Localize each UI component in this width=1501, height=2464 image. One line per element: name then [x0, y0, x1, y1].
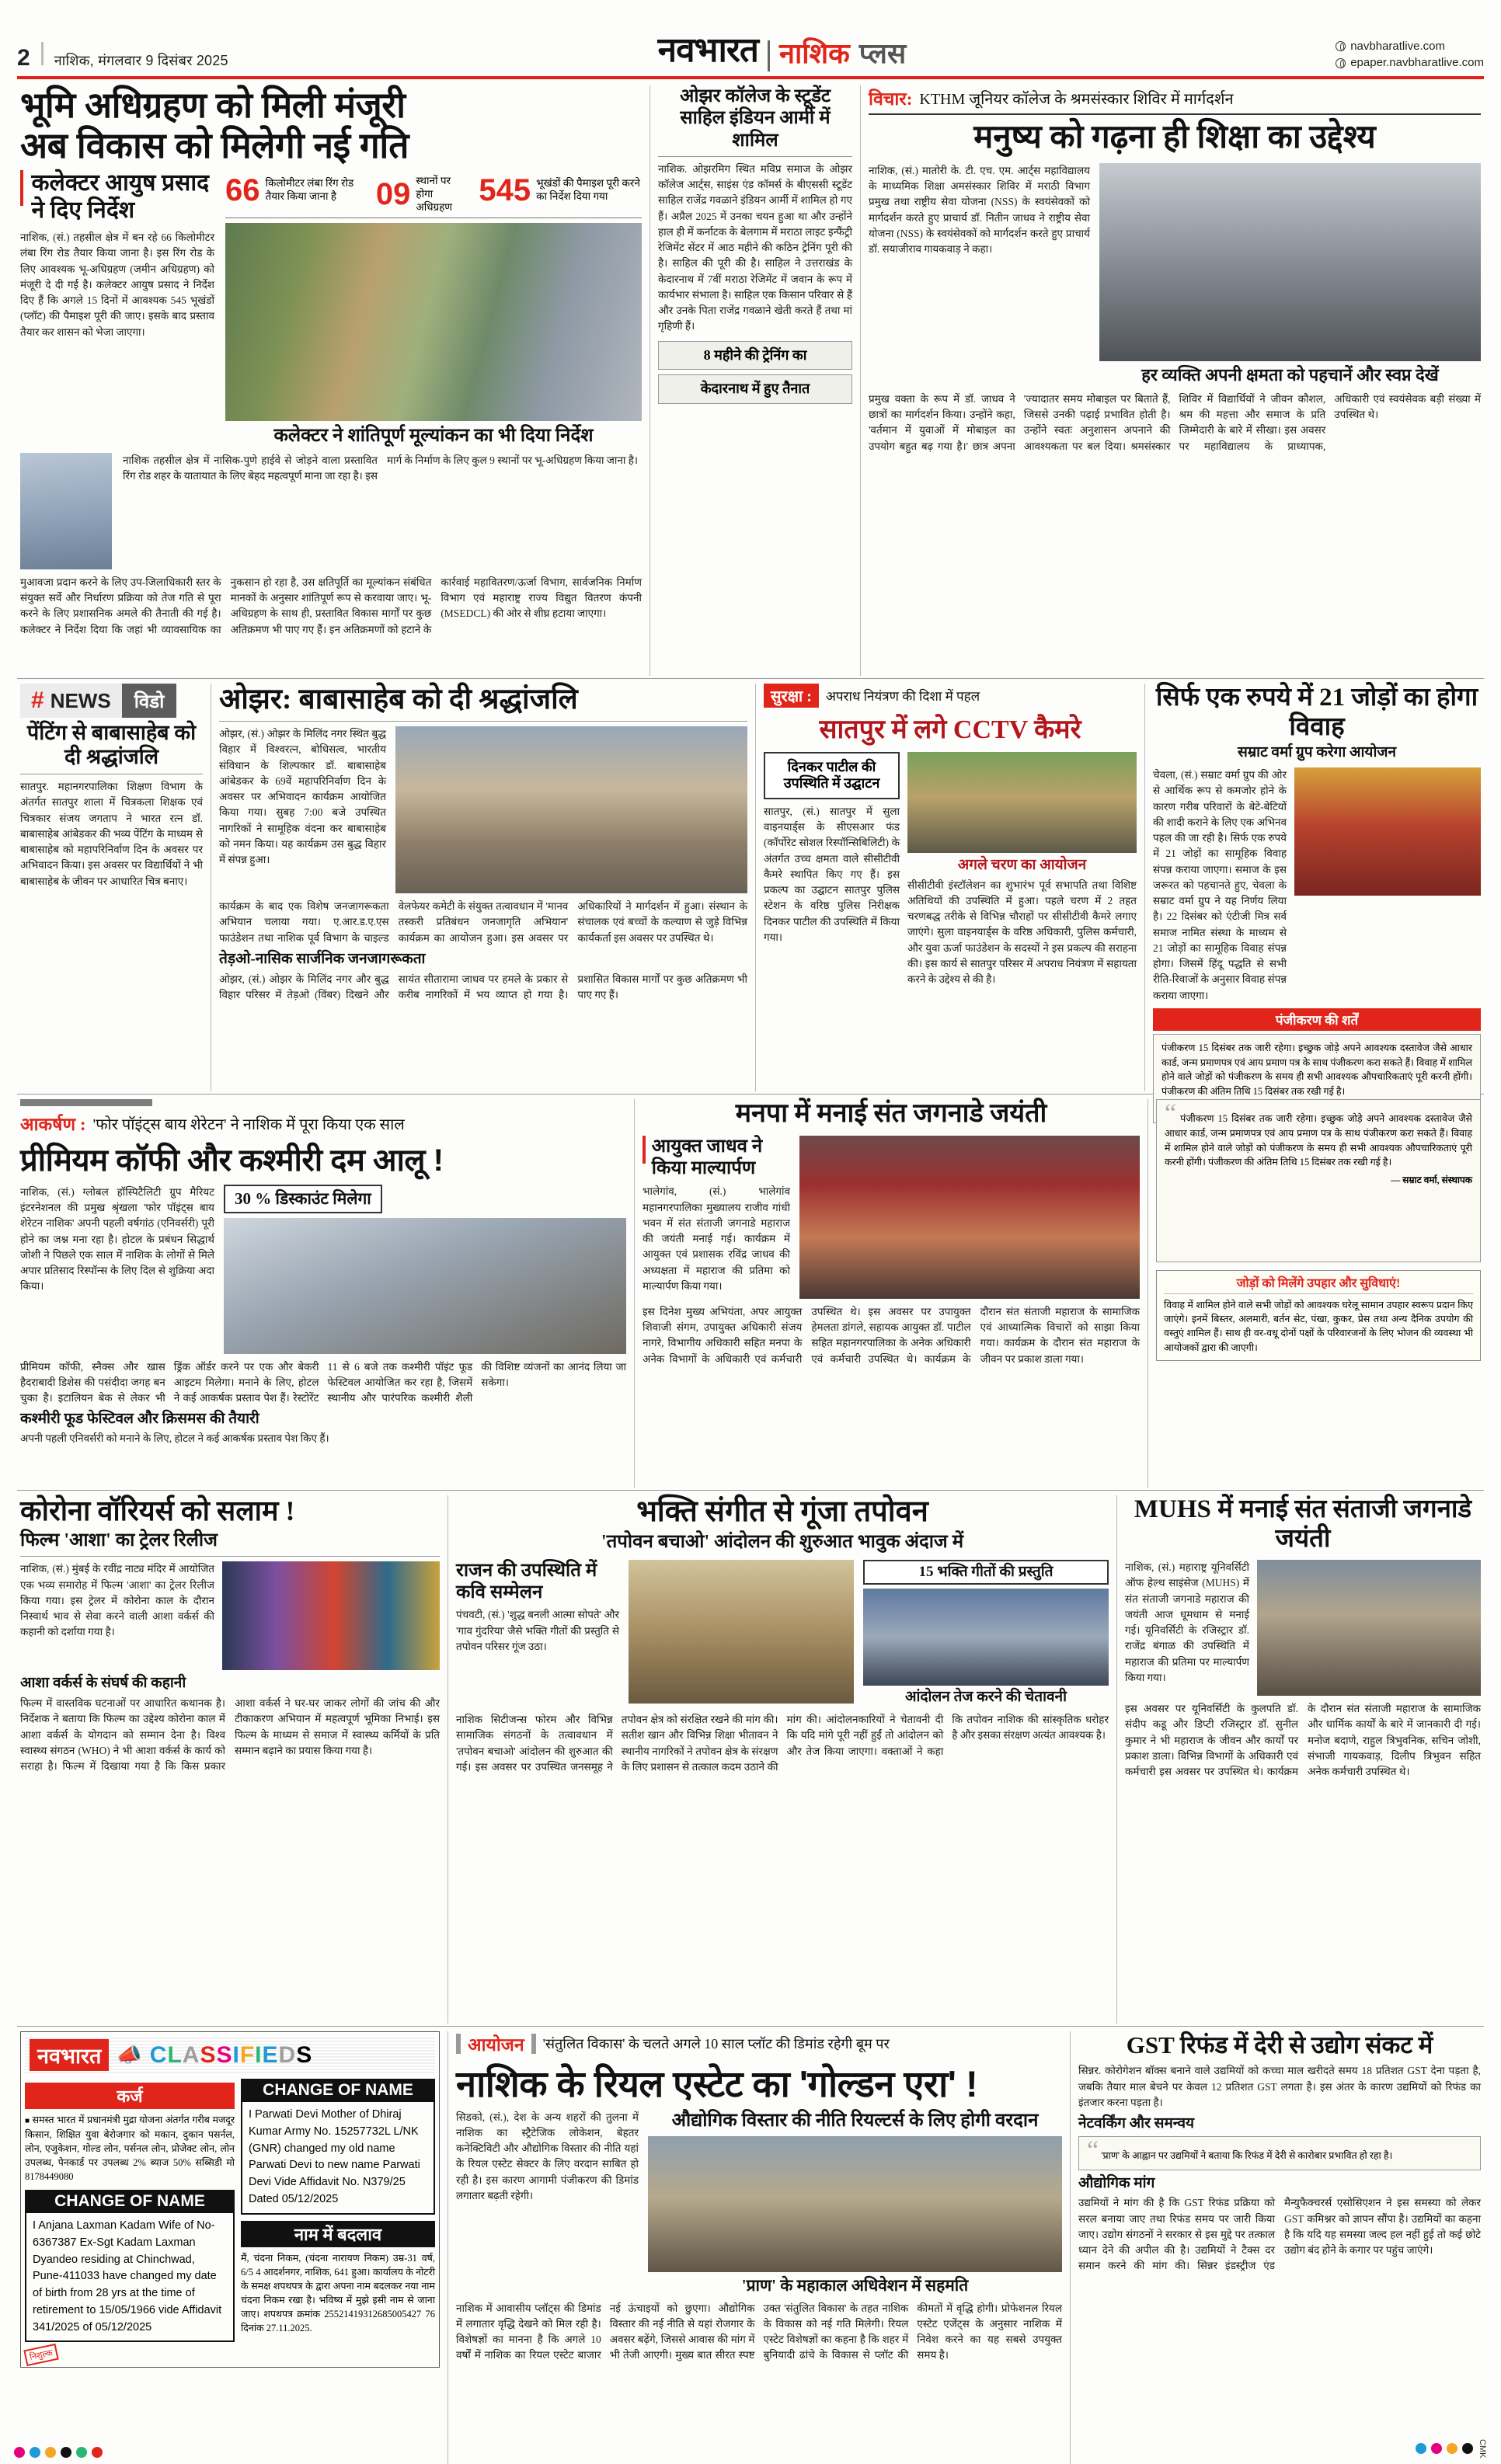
vichar-kicker-line [869, 85, 1481, 115]
news-video-badge[interactable] [20, 684, 203, 718]
vichar-label: विचार: [869, 89, 913, 109]
vivah-extra-box [1148, 1099, 1489, 1488]
vivah-headline: सिर्फ एक रुपये में 21 जोड़ों का होगा विवाह [1155, 684, 1478, 741]
classifieds-loan-body: ■ समस्त भारत में प्रधानमंत्री मुद्रा योजना अंतर्गत गरीब मजदूर किसान, शिक्षित युवा बेरोजगार को मकान, दुकान पसर्नल, लोन, एजुकेशन, गोल्ड लोन, पर्सनल लोन, प्रोजेक्ट लोन, लोन उपलब्ध, पेनकार्ड पर उपलब्ध 2% ब्याज 50% सब्सिडी मो 8178449080 [25, 2113, 235, 2184]
hash-icon: # [31, 687, 44, 713]
masthead [12, 11, 1489, 71]
cctv-story [756, 684, 1144, 1091]
realestate-body-1: नाशिक में आवासीय प्लॉट्स की डिमांड में लगातार वृद्धि देखने को मिल रही है। विशेषज्ञों का मानना है कि अगले 10 वर्षों में नाशिक का रियल एस्टेट बाजार नई ऊंचाइयों को छुएगा। औद्योगिक विस्तार की नई नीति से यहां रोजगार के अवसर बढ़ेंगे, जिससे आवास की मांग में भी तेजी आएगी। [456, 2302, 755, 2361]
corona-sub1: आशा वर्कर्स के संघर्ष की कहानी [20, 1675, 186, 1692]
muhs-body [1125, 1701, 1481, 1780]
stat-item [376, 175, 468, 214]
classifieds-col-right [241, 2079, 435, 2363]
top-section [12, 85, 1489, 676]
vivah-photo-block [1294, 767, 1481, 1004]
video-label: विडो [122, 684, 177, 718]
vichar-body-text: प्रमुख वक्ता के रूप में डॉ. जाधव ने छात्रों का मार्गदर्शन किया। उन्होंने कहा, 'वर्तमान में युवाओं में मोबाइल का उपयोग बहुत बढ़ गया है।' छात्र अपना 'ज्यादातर समय मोबाइल पर बिताते हैं, जिससे उनकी पढ़ाई प्रभावित होती है। उन्होंने स्वतः अनुशासन अपनाने की आवश्यकता पर बल दिया। श्रमसंस्कार शिविर में विद्यार्थियों ने जीवन कौशल, श्रम की महत्ता और समाज के प्रति जिम्मेदारी के बारे में सीखा। इस अवसर पर महाविद्यालय के प्राध्यापक, अधिकारी एवं स्वयंसेवक बड़ी संख्या में उपस्थित थे। [869, 392, 1481, 452]
muhs-headline: MUHS में मनाई संत संताजी जगनाडे जयंती [1134, 1495, 1472, 1553]
classifieds-change-title-2: CHANGE OF NAME [25, 2190, 235, 2213]
lead-byline: नाशिक, (सं.) तहसील क्षेत्र में बन रहे 66 किलोमीटर लंबा रिंग रोड तैयार किया जाना है। इस रिंग रोड के लिए आवश्यक भू-अधिग्रहण (जमीन अधिग्रहण) को मंजूरी दे दी गई है। कलेक्टर आयुष प्रसाद ने निर्देश दिए हैं कि अगले 15 दिनों में आवश्यक 545 भूखंडों (प्लॉट) की पैमाइश पूरी की जाए। इसके बाद प्रस्ताव तैयार कर शासन को भेजा जाएगा। [20, 231, 214, 338]
realestate-photo [648, 2136, 1062, 2272]
muhs-story [1117, 1495, 1489, 2024]
lead-stats-and-photo [225, 170, 642, 447]
corona-photo-block [222, 1561, 440, 1670]
cmyk-marks-right [1416, 2439, 1487, 2458]
tapovan-subhead: 'तपोवन बचाओ' आंदोलन की शुरुआत भावुक अंदाज में [601, 1532, 964, 1553]
realestate-story [448, 2031, 1070, 2464]
classifieds-section [12, 2031, 448, 2464]
classifieds-header [25, 2036, 435, 2074]
news-video-story [12, 684, 211, 1091]
realestate-photo-caption: 'प्राण' के महाकाल अधिवेशन में सहमति [741, 2275, 969, 2295]
tapovan-photo [629, 1560, 854, 1704]
manpa-byline: भालेगांव, (सं.) भालेगांव महानगरपालिका मुख्यालय राजीव गांधी भवन में संत संताजी जगनाडे महाराज की जयंती मनाई गई। कार्यक्रम में आयुक्त एवं प्रशासक रविंद्र जाधव की अध्यक्षता में महाराज की प्रतिमा को माल्यार्पण किया गया। [643, 1185, 790, 1292]
megaphone-icon: 📣 [117, 2043, 142, 2066]
gst-story [1071, 2031, 1489, 2464]
brand-separator [768, 40, 770, 71]
manpa-body [643, 1304, 1140, 1367]
lead-story [12, 85, 650, 676]
muhs-photo-block [1257, 1560, 1481, 1696]
vivah-side-note [1156, 1099, 1481, 1262]
masthead-links [1336, 38, 1484, 72]
tapovan-body-2: सतीश खान और विभिन्न शिक्षा भीतावन ने स्थानीय नागरिकों ने तपोवन क्षेत्र के संरक्षण के लिए प्रशासन से तत्काल कदम उठाने की मांग की। आंदोलनकारियों ने चेतावनी दी कि यदि मांगे पूरी नहीं हुईं तो आंदोलन को और तेज किया जाएगा। वक्ताओं ने कहा कि तपोवन नाशिक की सांस्कृतिक धरोहर है और इसका संरक्षण अत्यंत आवश्यक है। [621, 1714, 1109, 1773]
army-headline: ओझर कॉलेज के स्टूडेंट साहिल इंडियन आर्मी में शामिल [679, 86, 831, 151]
tapovan-sub2: राजन की उपस्थिति में कवि सम्मेलन [456, 1560, 597, 1603]
manpa-subhead: आयुक्त जाधव ने किया माल्यार्पण [651, 1136, 763, 1179]
vivah-body: चेवला, (सं.) सम्राट वर्मा ग्रुप की ओर से आर्थिक रूप से कमजोर होने के कारण गरीब परिवारों के बेटे-बेटियों की शादी कराने के लिए एक अभिनव पहल की जा रही है। सिर्फ एक रुपये में 21 जोड़ों का सामूहिक विवाह संपन्न कराया जाएगा। समाज के इस जरूरत को पहचानते हुए, चेवला के सम्राट वर्मा ग्रुप ने यह निर्णय लिया है। 22 दिसंबर को एंटीजी मित्र सर्व समाज नामित संस्था के माध्यम से 21 जोड़ों का सामूहिक विवाह संपन्न होगा। जिसमें हिंदू पद्धति से सभी रीति-रिवाजों के अनुसार विवाह संपन्न कराया जाएगा। [1153, 769, 1287, 1001]
cmyk-label: CMK [1478, 2438, 1487, 2458]
grey-accent-bar [20, 1099, 152, 1106]
vivah-story [1145, 684, 1489, 1098]
ozhar-photo [395, 726, 747, 893]
stat-text: स्थानों पर होगा अधिग्रहण [416, 175, 453, 213]
tapovan-byline: पंचवटी, (सं.) 'शुद्ध बनली आत्मा सोपते' और 'गाव गुंदरिया' जैसे भक्ति गीतों की प्रस्तुति से तपोवन परिसर गूंज उठा। [456, 1609, 619, 1652]
tapovan-left [456, 1560, 619, 1707]
stat-item [225, 175, 365, 206]
corona-headline: कोरोना वॉरियर्स को सलाम ! [20, 1495, 295, 1526]
corona-photo [222, 1561, 440, 1670]
aayojan-label: आयोजन [468, 2035, 524, 2055]
tapovan-photo-caption: आंदोलन तेज करने की चेतावनी [904, 1689, 1067, 1706]
realestate-subhead: औद्योगिक विस्तार की नीति रियल्टर्स के लिए होगी वरदान [671, 2110, 1039, 2131]
realestate-body [456, 2301, 1062, 2364]
tapovan-badge [863, 1560, 1109, 1585]
globe-icon [1336, 58, 1346, 68]
masthead-logo [228, 25, 1336, 71]
manpa-story [635, 1099, 1148, 1488]
muhs-byline: नाशिक, (सं.) महाराष्ट्र यूनिवर्सिटी ऑफ हेल्थ साइंसेज (MUHS) में संत संताजी जगनाडे महाराज की जयंती आज धूमधाम से मनाई गई। यूनिवर्सिटी के रजिस्ट्रार डॉ. राजेंद्र बंगाळ की उपस्थिति में महाराज की प्रतिमा पर माल्यार्पण किया गया। [1125, 1561, 1249, 1683]
section-rule [17, 2026, 1484, 2027]
gst-headline: GST रिफंड में देरी से उद्योग संकट में [1126, 2031, 1433, 2059]
cctv-inset-1-text: दिनकर पाटील की उपस्थिति में उद्घाटन [783, 758, 880, 792]
realestate-kicker: 'संतुलित विकास' के चलते अगले 10 साल प्लॉट की डिमांड रहेगी बूम पर [542, 2036, 890, 2052]
website-link[interactable] [1336, 38, 1484, 55]
section-rule [17, 1490, 1484, 1491]
section-rule [17, 678, 1484, 679]
sheraton-right [224, 1185, 626, 1354]
cctv-byline: सातपुर, (सं.) सातपुर में सुला वाइनयार्ड्स के सीएसआर फंड (कॉर्पोरेट सोशल रिस्पॉन्सिबिलिटी) के अंतर्गत उच्च क्षमता वाले सीसीटीवी कैमरे स्थापित किए गए हैं। इस प्रकल्प का उद्घाटन सातपुर पुलिस स्टेशन के वरिष्ठ पुलिस निरीक्षक दिनकर पाटील की उपस्थिति में किया गया। [764, 805, 900, 943]
ozhar-body-2 [219, 899, 747, 946]
vichar-body [869, 392, 1481, 454]
lead-headline-line1: भूमि अधिग्रहण को मिली मंजूरी [20, 85, 406, 125]
muhs-body-1: इस अवसर पर यूनिवर्सिटी के कुलपति डॉ. संदीप कडू और डिप्टी रजिस्ट्रार डॉ. सुनील कुमार ने भी महाराज के जीवन और कार्यों पर प्रकाश डाला। विभिन्न विभागों के अधिकारी एवं कर्मचारी इस अवसर पर उपस्थित थे। कार्यक्रम के दौरान संत संताजी महाराज के सामाजिक और धार्मिक कार्यों के बारे में जानकारी दी गई। [1125, 1703, 1481, 1778]
accent-bar [643, 1136, 646, 1164]
epaper-url: epaper.navbharatlive.com [1350, 56, 1484, 70]
gst-body [1078, 2195, 1481, 2274]
tapovan-photo-2 [863, 1589, 1109, 1686]
painting-headline: पेंटिंग से बाबासाहेब को दी श्रद्धांजलि [26, 721, 197, 769]
sheraton-left [20, 1185, 214, 1354]
vichar-byline: नाशिक, (सं.) मातोरी के. टी. एच. एम. आर्ट्स महाविद्यालय के माध्यमिक शिक्षा अमसंस्कार शिविर में मराठी विभाग प्रमुख तथा राष्ट्रीय सेवा योजना (NSS) के स्वयंसेवकों को मार्गदर्शन करते हुए प्राचार्य डॉ. नितीन जाधव ने राष्ट्रीय सेवा योजना (NSS) के स्वयंसेवकों को मार्गदर्शन करते हुए प्राचार्य डॉ. सयाजीराव गायकवाड़ ने कहा। [869, 164, 1090, 256]
bottom-section [12, 2031, 1489, 2464]
cctv-body: सीसीटीवी इंस्टॉलेशन का शुभारंभ पूर्व सभापति तथा विशिष्ट अतिथियों की उपस्थिति में हुआ। पहले चरण में 2 तहत चरणबद्ध तरीके से विभिन्न चौराहों पर सीसीटीवी कैमरे लगाए जाएंगे। सुला वाइनयार्ड्स के वरिष्ठ अधिकारी, पुलिस कर्मचारी, और युवा ऊर्जा फाउंडेशन के सदस्यों ने इस प्रकल्प की सराहना की। इस कार्य से सातपुर परिसर में अपराध नियंत्रण में सहायता करने के उद्देश्य से की है। [907, 879, 1137, 986]
brand-name: नवभारत [657, 31, 758, 69]
cctv-kicker-line [764, 684, 1137, 711]
vichar-photo [1099, 163, 1481, 361]
vivah-photo [1294, 767, 1481, 896]
masthead-left [17, 42, 228, 71]
classifieds-cat-name: नाम में बदलाव [241, 2221, 435, 2247]
classifieds-name-body: मैं, चंदना निकम, (चंदना नारायण निकम) उम्र-31 वर्ष, 6/5 4 आदर्शनगर, नाशिक, 641 हुआ। कार्यालय के नोटरी के समक्ष शपथपत्र के द्वारा अपना नाम बदलकर नया नाम चंदना निकम रखा है। भविष्य में मुझे इसी नाम से जाना जाए। शपथपत्र क्रमांक 25521419312685005427 76 दिनांक 27.11.2025. [241, 2252, 435, 2334]
stat-number: 545 [479, 173, 531, 208]
manpa-left [643, 1136, 790, 1299]
ozhar-photo-block [395, 726, 747, 893]
cctv-left [764, 752, 900, 988]
red-rule [17, 76, 1484, 79]
vichar-headline: मनुष्य को गढ़ना ही शिक्षा का उद्देश्य [973, 120, 1376, 155]
ozhar-body-3 [219, 972, 747, 1004]
corona-subhead: फिल्म 'आशा' का ट्रेलर रिलीज [20, 1530, 218, 1551]
sheraton-discount-badge [224, 1185, 382, 1213]
vivah-gift-title: जोड़ों को मिलेंगे उपहार और सुविधाएं! [1164, 1276, 1473, 1294]
accent-bar [20, 170, 23, 206]
corona-body-1: फिल्म में वास्तविक घटनाओं पर आधारित कथानक है। निर्देशक ने बताया कि फिल्म का उद्देश्य कोरोना काल में आशा वर्कर्स के योगदान को सम्मान देना है। [20, 1697, 225, 1741]
army-inset-1 [658, 341, 852, 371]
cmyk-marks [14, 2447, 103, 2458]
ozhar-body-3-text: ओझर, (सं.) ओझर के मिलिंद नगर और बुद्ध विहार परिसर में तेड़ओ (विंबर) दिखने और सायंत सीतारामा जाधव पर हमले के प्रकार से करीब नागरिकों में भय व्याप्त हो गया है। प्रशासित विकास मार्गों पर कुछ अतिक्रमण भी पाए गए हैं। [219, 973, 747, 1001]
sheraton-story [12, 1099, 634, 1488]
third-section [12, 1099, 1489, 1488]
cctv-kicker: अपराध नियंत्रण की दिशा में पहल [825, 689, 980, 704]
sheraton-sub1: कश्मीरी फूड फेस्टिवल और क्रिसमस की तैयारी [20, 1410, 259, 1427]
ozhar-subhead: तेड़ओ-नासिक सार्जनिक जनजागरूकता [219, 950, 426, 967]
army-inset-2 [658, 374, 852, 404]
fourth-section [12, 1495, 1489, 2024]
vichar-story [861, 85, 1489, 676]
muhs-body-2: मनोज बदाणे, राहुल त्रिभुवनिक, सचिन जोशी, संभाजी गायकवाड़, दिलीप त्रिभुवन सहित अनेक कर्मचारी उपस्थित थे। [1308, 1734, 1481, 1778]
cctv-headline: सातपुर में लगे CCTV कैमरे [819, 715, 1081, 744]
classifieds-change-1: I Parwati Devi Mother of Dhiraj Kumar Army No. 15257732L L/NK (GNR) changed my old name Parwati Devi to new name Parwati Devi Vide Affidavit No. N379/25 Dated 05/12/2025 [241, 2102, 435, 2215]
stat-group [225, 175, 642, 214]
tapovan-headline: भक्ति संगीत से गूंजा तपोवन [636, 1495, 928, 1528]
muhs-photo [1257, 1560, 1481, 1696]
stamp-icon: निशुल्क [23, 2344, 58, 2366]
ozhar-body-2-text: कार्यक्रम के बाद एक विशेष जनजागरूकता अभियान चलाया गया। ए.आर.ड.ए.एस फाउंडेशन तथा नाशिक पूर्व विभाग के चाइल्ड वेलफेयर कमेटी के संयुक्त तत्वावधान में 'मानव तस्करी प्रतिबंधन जनजागृति अभियान' कार्यक्रम का आयोजन हुआ। इस अवसर पर अधिकारियों ने मार्गदर्शन में हुआ। संस्थान के संचालक एवं बच्चों के कल्याण से जुड़े विभिन्न कार्यकर्ता इस अवसर पर उपस्थित थे। [219, 900, 747, 944]
vivah-box-body: पंजीकरण 15 दिसंबर तक जारी रहेगा। इच्छुक जोड़े अपने आवश्यक दस्तावेज जैसे आधार कार्ड, जन्म प्रमाणपत्र एवं आय प्रमाण पत्र के साथ पंजीकरण करा सकते हैं। विवाह में शामिल होने वाले जोड़ों को पंजीकरण के समय ही सभी आवश्यक औपचारिकताएं पूरी करनी होंगी। पंजीकरण की अंतिम तिथि 15 दिसंबर तक रखी गई है। [1161, 1042, 1472, 1098]
page-number: 2 [17, 45, 30, 71]
army-inset-1-text: 8 महीने की ट्रेनिंग का [703, 346, 807, 363]
accent-bar [531, 2034, 536, 2054]
sheraton-kicker: 'फोर पॉइंट्स बाय शेरेटन' ने नाशिक में पूरा किया एक साल [92, 1115, 405, 1133]
vivah-side-note-body: पंजीकरण 15 दिसंबर तक जारी रहेगा। इच्छुक जोड़े अपने आवश्यक दस्तावेज जैसे आधार कार्ड, जन्म प्रमाणपत्र एवं आय प्रमाण पत्र के साथ पंजीकरण करा सकते हैं। विवाह में शामिल होने वाले जोड़ों को पंजीकरण के समय ही सभी आवश्यक औपचारिकताएं पूरी करनी होंगी। पंजीकरण की अंतिम तिथि 15 दिसंबर तक रखी गई है। [1165, 1113, 1472, 1168]
manpa-photo-block [799, 1136, 1140, 1299]
classifieds-cat-loan: कर्ज [25, 2083, 235, 2109]
cctv-inset-2: अगले चरण का आयोजन [957, 856, 1087, 873]
quote-icon: “ [1165, 1099, 1177, 1128]
epaper-link[interactable] [1336, 54, 1484, 71]
stat-text: भूखंडों की पैमाइश पूरी करने का निर्देश दिया गया [536, 177, 640, 203]
corona-body-2: विश्व स्वास्थ्य संगठन (WHO) ने भी आशा वर्कर्स के कार्य को सराहा है। फिल्म में दिखाया गया है कि किस प्रकार आशा वर्कर्स ने घर-घर जाकर लोगों की जांच की और टीकाकरण अभियान में महत्वपूर्ण भूमिका निभाई। इस फिल्म के माध्यम से समाज में स्वास्थ्य कर्मियों के प्रति सम्मान बढ़ाने का प्रयास किया गया है। [20, 1697, 440, 1773]
second-section [12, 684, 1489, 1098]
tapovan-photo-block [629, 1560, 854, 1707]
realestate-headline: नाशिक के रियल एस्टेट का 'गोल्डन एरा' ! [456, 2063, 978, 2104]
cctv-photo [907, 752, 1137, 853]
aakarshan-label: आकर्षण : [20, 1115, 86, 1134]
tapovan-body-1: नाशिक सिटीजन्स फोरम और विभिन्न सामाजिक संगठनों के तत्वावधान में 'तपोवन बचाओ' आंदोलन की शुरुआत की गई। इस अवसर पर उपस्थित जनसमूह ने तपोवन क्षेत्र को संरक्षित रखने की मांग की। [456, 1714, 778, 1773]
classifieds-wrap [20, 2031, 440, 2368]
edition-city: नाशिक [778, 37, 850, 69]
sheraton-body-2: मनाने के लिए, होटल ने कई आकर्षक प्रस्ताव पेश हैं। रेस्टोरेंट 11 से 6 बजे तक कश्मीरी पॉइंट फूड फेस्टिवल आयोजित कर रहा है, जिसमें स्थानीय और पारंपरिक कश्मीरी शैली की विशिष्ट व्यंजनों का आनंद लिया जा सकेगा। [173, 1360, 626, 1404]
vivah-box-title: पंजीकरण की शर्तें [1153, 1008, 1481, 1031]
sheraton-photo [224, 1218, 626, 1354]
lead-body-1: नाशिक तहसील क्षेत्र में नासिक-पुणे हाईवे से जोड़ने वाला प्रस्तावित रिंग रोड शहर के यातायात के लिए बेहद महत्वपूर्ण माना जा रहा है। इस मार्ग के निर्माण के लिए कुल 9 स्थानों पर भू-अधिग्रहण किया जाना है। [123, 454, 639, 482]
lead-body-top [123, 453, 642, 569]
sheraton-sub1-body: अपनी पहली एनिवर्सरी को मनाने के लिए, होटल ने कई आकर्षक प्रस्ताव पेश किए हैं। [20, 1432, 329, 1444]
vivah-gift-body: विवाह में शामिल होने वाले सभी जोड़ों को आवश्यक घरेलू सामान उपहार स्वरूप प्रदान किए जाएंगे। इनमें बिस्तर, अलमारी, बर्तन सेट, पंखा, कुकर, प्रेस तथा अन्य दैनिक उपयोग की वस्तुएं शामिल हैं। साथ ही वर-वधू दोनों पक्षों के परिवारजनों के लिए भोजन की व्यवस्था भी आयोजकों द्वारा की जाएगी। [1164, 1300, 1473, 1353]
lead-photo-caption: कलेक्टर ने शांतिपूर्ण मूल्यांकन का भी दिया निर्देश [273, 425, 594, 446]
vichar-photo-block [1099, 163, 1481, 385]
sheraton-body [20, 1359, 626, 1407]
stat-item [479, 175, 642, 206]
vichar-kicker: KTHM जूनियर कॉलेज के श्रमसंस्कार शिविर में मार्गदर्शन [919, 90, 1234, 108]
corona-byline: नाशिक, (सं.) मुंबई के रवींद्र नाट्य मंदिर में आयोजित एक भव्य समारोह में फिल्म 'आशा' का ट्रेलर रिलीज किया गया। इस ट्रेलर में कोरोना काल के दौरान निस्वार्थ भाव से सेवा करने वाली आशा वर्कर्स की कहानी को दर्शाया गया है। [20, 1563, 214, 1638]
classifieds-change-2: I Anjana Laxman Kadam Wife of No-6367387 Ex-Sgt Kadam Laxman Dyandeo residing at Chinchwad, Pune-411033 have changed my date of birth from 28 yrs at the time of retirement to 15/05/1966 vide Affidavit 341/2025 of 05/12/2025 [25, 2213, 235, 2342]
classifieds-title: CLASSIFIEDS [149, 2041, 313, 2068]
ozhar-body-1: ओझर, (सं.) ओझर के मिलिंद नगर स्थित बुद्ध विहार में विश्वरत्न, बोधिसत्व, भारतीय संविधान के शिल्पकार डॉ. बाबासाहेब आंबेडकर के 69वें महापरिनिर्वाण दिन के अवसर पर अभिवादन कार्यक्रम आयोजित किया गया। सुबह 7:00 बजे उपस्थित नागरिकों ने सामूहिक वंदना कर बाबासाहेब को नमन किया। यह कार्यक्रम उस बुद्ध विहार में संपन्न हुआ। [219, 728, 386, 866]
corona-body [20, 1696, 440, 1774]
news-label: NEWS [50, 688, 111, 712]
lead-photo [225, 223, 642, 421]
suraksha-label: सुरक्षा : [764, 684, 819, 708]
ozhar-headline: ओझर: बाबासाहेब को दी श्रद्धांजलि [219, 684, 578, 715]
gst-body-2: उद्यमियों ने टैक्स दर समान करने की मांग की। सिन्नर इंडस्ट्रीज एंड मैन्युफैक्चरर्स एसोसिएशन ने इस समस्या को लेकर GST कमिश्नर को ज्ञापन सौंपा है। उद्यमियों का कहना है कि यदि यह समस्या जल्द हल नहीं हुई तो कई छोटे उद्योग बंद होने के कगार पर पहुंच जाएंगे। [1078, 2197, 1481, 2272]
gst-quote-text: 'प्राण' के आह्वान पर उद्यमियों ने बताया कि रिफंड में देरी से कारोबार प्रभावित हो रहा है। [1101, 2149, 1393, 2161]
vivah-side-sign: — सम्राट वर्मा, संस्थापक [1391, 1175, 1472, 1185]
stat-number: 09 [375, 177, 411, 212]
army-inset-2-text: केदारनाथ में हुए तैनात [700, 381, 810, 397]
ozhar-army-story [650, 85, 860, 676]
manpa-photo [799, 1136, 1140, 1299]
sheraton-kicker-line [20, 1111, 626, 1139]
collector-portrait [20, 453, 112, 569]
cctv-right [907, 752, 1137, 988]
gst-quote [1078, 2136, 1481, 2170]
army-body: नाशिक. ओझरमिग स्थित मविप्र समाज के ओझर कॉलेज आर्ट्स, साइंस एंड कॉमर्स के बीएससी स्टूडेंट साहिल राजेंद्र गवळाने इंडियन आर्मी में शामिल हो गए हैं। अप्रैल 2025 में उनका चयन हुआ था और उन्होंने हाल ही में कर्नाटक के बेलगाम में मराठा लाइट इन्फैंट्री रेजिमेंट सेंटर में आठ महीने की कठिन ट्रेनिंग पूरी की है। साहिल की पूरी की है। साहिल ने उत्तराखंड के केदारनाथ में 7वीं मराठा रेजिमेंट में जवान के रूप में कार्यभार संभाला है। साहिल एक किसान परिवार से हैं और उनके पिता राजेंद्र गवळाने खेती करते हैं तथा मां गृहिणी हैं। [658, 162, 852, 332]
corona-story [12, 1495, 448, 2024]
news-badge [20, 684, 122, 718]
sheraton-badge-text: 30 % डिस्काउंट मिलेगा [235, 1188, 371, 1208]
lead-headline-line2: अब विकास को मिलेगी नई गति [20, 124, 409, 165]
classifieds-brand: नवभारत [30, 2039, 109, 2071]
realestate-body-2: मुख्य बात सीरत स्पष्ट उक्त 'संतुलित विकास' के तहत नाशिक के विकास को नई गति मिलेगी। रियल एस्टेट विशेषज्ञों का कहना है कि शहर में बुनियादी ढांचे के विकास से प्लॉट की कीमतों में वृद्धि होगी। प्रोफेशनल रियल एस्टेट एजेंट्स के अनुसार नाशिक में निवेश करने का यह सबसे उपयुक्त समय है। [675, 2302, 1062, 2361]
accent-bar [456, 2034, 461, 2054]
dateline: नाशिक, मंगलवार 9 दिसंबर 2025 [54, 53, 228, 68]
classifieds-stamp [25, 2347, 235, 2363]
tapovan-body [456, 1712, 1109, 1775]
lead-body-2: मुआवजा प्रदान करने के लिए उप-जिलाधिकारी स्तर के संयुक्त सर्वे और निर्धारण प्रक्रिया को तेज गति से पूरा करने के लिए प्रशासनिक अमले की तैनाती की गई है। कलेक्टर ने निर्देश दिया कि जहां भी व्यावसायिक का नुकसान हो रहा है, उस क्षतिपूर्ति का मूल्यांकन संबंधित मानकों के अनुसार शांतिपूर्ण रूप से करवाया जाए। भू-अधिग्रहण के साथ ही, प्रस्तावित विकास मार्गों पर कुछ अतिक्रमण भी पाए गए हैं। इन अतिक्रमणों को हटाने के कार्रवाई महावितरण/ऊर्जा विभाग, सार्वजनिक निर्माण विभाग एवं महाराष्ट्र राज्य विद्युत वितरण कंपनी (MSEDCL) की ओर से शीघ्र हटाया जाएगा। [20, 576, 642, 635]
realestate-kicker-line [456, 2031, 1062, 2059]
vivah-subhead: सम्राट वर्मा ग्रुप करेगा आयोजन [1237, 744, 1397, 761]
vivah-gift-box [1156, 1270, 1481, 1361]
realestate-right [648, 2110, 1062, 2295]
cctv-inset-1 [764, 752, 900, 799]
realestate-byline: सिडको, (सं.), देश के अन्य शहरों की तुलना में नाशिक का स्ट्रैटेजिक लोकेशन, बेहतर कनेक्टिविटी और औद्योगिक विस्तार की नीति यहां के रियल एस्टेट सेक्टर के लिए वरदान साबित हो रही है। इस कारण आगामी पंजीकरण की डिमांड लगातार बढ़ती रहेगी। [456, 2111, 639, 2201]
edition-suffix: प्लस [858, 37, 907, 69]
lead-body-bottom [20, 575, 642, 638]
sheraton-byline: नाशिक, (सं.) ग्लोबल हॉस्पिटैलिटी ग्रुप मैरियट इंटरनेशनल की प्रमुख श्रृंखला 'फोर पॉइंट्स बाय शेरेटन नाशिक' अपनी पहली वर्षगांठ (एनिवर्सरी) पूरी होने का जश्न मना रहा है। होटल के प्रबंधन सिद्धार्थ जोशी ने पिछले एक साल में नाशिक के लोगों से मिले अपार प्रतिसाद रिस्पॉन्स के लिए दिल से शुक्रिया अदा किया। [20, 1185, 214, 1293]
tapovan-right [863, 1560, 1109, 1707]
classifieds-col-left [25, 2079, 235, 2363]
manpa-headline: मनपा में मनाई संत जगनाडे जयंती [735, 1099, 1047, 1128]
stat-text: किलोमीटर लंबा रिंग रोड तैयार किया जाना है [265, 177, 354, 203]
lead-subhead: कलेक्टर आयुष प्रसाद ने दिए निर्देश [31, 170, 210, 223]
vichar-photo-caption: हर व्यक्ति अपनी क्षमता को पहचानें और स्वप्न देखें [1141, 364, 1439, 385]
gst-sub2: औद्योगिक मांग [1078, 2174, 1155, 2191]
classifieds-change-title-1: CHANGE OF NAME [241, 2079, 435, 2102]
tapovan-badge-text: 15 भक्ति गीतों की प्रस्तुति [918, 1563, 1053, 1580]
website-url: navbharatlive.com [1350, 39, 1445, 53]
sheraton-body-1: प्रीमियम कॉफी, स्नैक्स और खास हैदराबादी डिशेस की पसंदीदा जगह बन चुका है। इटालियन बेक से लेकर भी ड्रिंक ऑर्डर करने पर एक और बेकरी आइटम मिलेगा। [20, 1360, 319, 1404]
stat-number: 66 [225, 173, 260, 208]
painting-body: सातपुर. महानगरपालिका शिक्षण विभाग के अंतर्गत सातपुर शाला में चित्रकला शिक्षक एवं चित्रकार संजय जगताप ने भारत रत्न डॉ. बाबासाहेब आंबेडकर की भव्य पेंटिंग के माध्यम से बाबासाहेब को महापरिनिर्वाण दिन के अवसर पर अभिवादन किया। इस अवसर पर विद्यार्थियों ने भी बाबासाहेब के जीवन पर आधारित चित्र बनाए। [20, 781, 203, 887]
gst-byline: सिन्नर. कोरोगेशन बॉक्स बनाने वाले उद्यमियों को कच्चा माल खरीदते समय 18 प्रतिशत GST देना पड़ता है, जबकि तैयार माल बेचने पर केवल 12 प्रतिशत GST लगता है। इस अंतर के कारण उद्यमियों को रिफंड का इंतजार करना पड़ता है। [1078, 2065, 1481, 2108]
globe-icon [1336, 41, 1346, 51]
gst-body-1: उद्यमियों ने मांग की है कि GST रिफंड प्रक्रिया को सरल बनाया जाए तथा रिफंड समय पर जारी किया जाए। उद्योग संगठनों ने सरकार से इस मुद्दे पर तत्काल ध्यान देने की अपील की है। [1078, 2197, 1275, 2257]
quote-icon: “ [1087, 2135, 1099, 2165]
ozhar-story [211, 684, 755, 1091]
tapovan-story [448, 1495, 1116, 2024]
vichar-lead-col [869, 163, 1090, 385]
gst-sub1: नेटवर्किंग और समन्वय [1078, 2115, 1195, 2132]
lead-subhead-block [20, 170, 214, 340]
sheraton-headline: प्रीमियम कॉफी और कश्मीरी दम आलू ! [20, 1143, 444, 1178]
manpa-body-text: इस दिनेश मुख्य अभियंता, अपर आयुक्त शिवाजी संगम, उपायुक्त अधिकारी संजय नागरे, विभागीय अधिकारी सहित मनपा के अनेक विभागों के अधिकारी एवं कर्मचारी उपस्थित थे। इस अवसर पर उपायुक्त हेमलता डांगले, सहायक आयुक्त डॉ. पाटील सहित महानगरपालिका के अनेक अधिकारी एवं कर्मचारी उपस्थित थे। कार्यक्रम के दौरान संत संताजी महाराज के सामाजिक एवं आध्यात्मिक विचारों को साझा किया गया। कार्यक्रम के दौरान संत महाराज के जीवन पर प्रकाश डाला गया। [643, 1305, 1140, 1365]
masthead-divider [41, 42, 44, 65]
